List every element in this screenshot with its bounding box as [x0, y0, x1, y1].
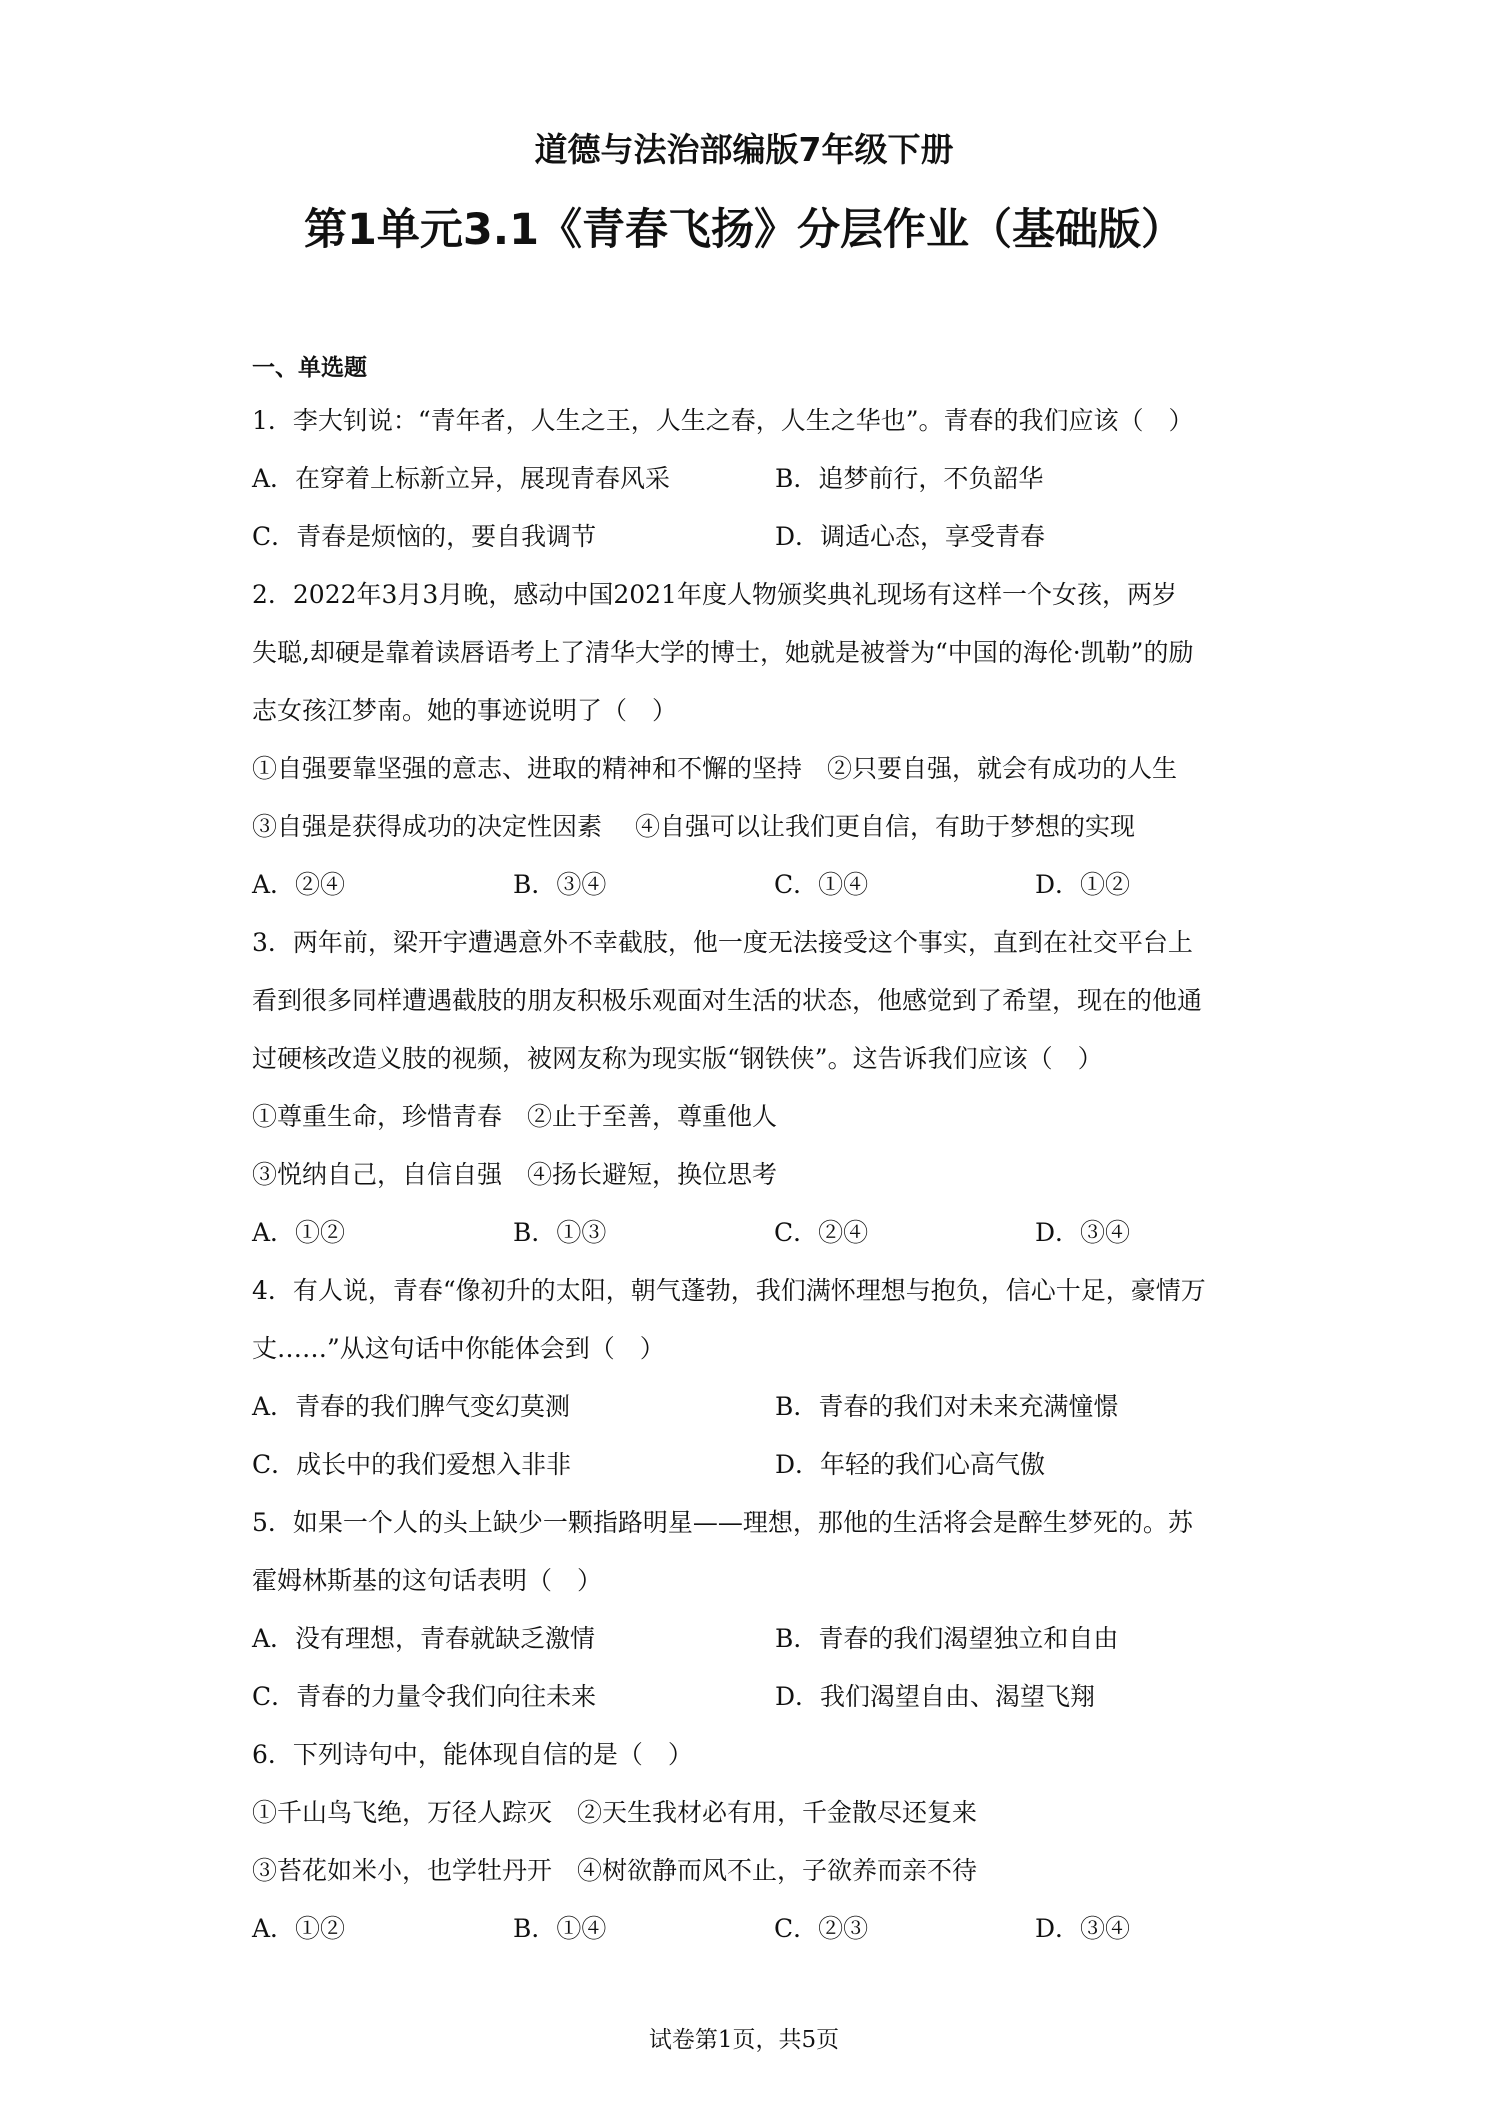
question-1-option-b[interactable]: B．追梦前行，不负韶华 — [775, 464, 1044, 493]
question-3-option-b[interactable]: B．①③ — [513, 1218, 607, 1247]
question-3-stem-line: 看到很多同样遭遇截肢的朋友积极乐观面对生活的状态，他感觉到了希望，现在的他通 — [252, 986, 1203, 1015]
question-6-option-c[interactable]: C．②③ — [774, 1914, 869, 1943]
question-4-option-b[interactable]: B．青春的我们对未来充满憧憬 — [775, 1392, 1119, 1421]
question-6-stem: 6．下列诗句中，能体现自信的是（ ） — [252, 1740, 693, 1769]
page-footer: 试卷第1页，共5页 — [648, 2027, 840, 2053]
question-2-option-d[interactable]: D．①② — [1035, 870, 1131, 899]
question-2-option-c[interactable]: C．①④ — [774, 870, 869, 899]
question-3-stem-line: 3．两年前，梁开宇遭遇意外不幸截肢，他一度无法接受这个事实，直到在社交平台上 — [252, 928, 1193, 957]
question-4-option-a[interactable]: A．青春的我们脾气变幻莫测 — [252, 1392, 571, 1421]
question-5-option-d[interactable]: D．我们渴望自由、渴望飞翔 — [775, 1682, 1096, 1711]
question-5-stem-line: 霍姆林斯基的这句话表明（ ） — [252, 1566, 603, 1595]
question-5-option-b[interactable]: B．青春的我们渴望独立和自由 — [775, 1624, 1119, 1653]
question-3-statement: ①尊重生命，珍惜青春 ②止于至善，尊重他人 — [252, 1102, 778, 1131]
question-2-option-a[interactable]: A．②④ — [252, 870, 346, 899]
question-3-option-a[interactable]: A．①② — [252, 1218, 346, 1247]
question-1-option-d[interactable]: D．调适心态，享受青春 — [775, 522, 1046, 551]
question-2-statement: ①自强要靠坚强的意志、进取的精神和不懈的坚持 ②只要自强，就会有成功的人生 — [252, 754, 1178, 783]
question-2-option-b[interactable]: B．③④ — [513, 870, 607, 899]
question-6-option-b[interactable]: B．①④ — [513, 1914, 607, 1943]
question-1-option-a[interactable]: A．在穿着上标新立异，展现青春风采 — [252, 464, 671, 493]
question-6-option-d[interactable]: D．③④ — [1035, 1914, 1131, 1943]
question-2-stem-line: 志女孩江梦南。她的事迹说明了（ ） — [252, 696, 678, 725]
question-4-stem-line: 4．有人说，青春“像初升的太阳，朝气蓬勃，我们满怀理想与抱负，信心十足，豪情万 — [252, 1276, 1206, 1305]
question-6-statement: ③苔花如米小，也学牡丹开 ④树欲静而风不止，子欲养而亲不待 — [252, 1856, 978, 1885]
question-4-option-c[interactable]: C．成长中的我们爱想入非非 — [252, 1450, 572, 1479]
question-5-option-a[interactable]: A．没有理想，青春就缺乏激情 — [252, 1624, 596, 1653]
question-6-statement: ①千山鸟飞绝，万径人踪灭 ②天生我材必有用，千金散尽还复来 — [252, 1798, 978, 1827]
question-3-option-c[interactable]: C．②④ — [774, 1218, 869, 1247]
question-2-stem-line: 失聪,却硬是靠着读唇语考上了清华大学的博士，她就是被誉为“中国的海伦·凯勒”的励 — [252, 638, 1194, 667]
question-3-statement: ③悦纳自己，自信自强 ④扬长避短，换位思考 — [252, 1160, 778, 1189]
document-subtitle: 第1单元3.1《青春飞扬》分层作业（基础版） — [303, 205, 1185, 255]
question-3-option-d[interactable]: D．③④ — [1035, 1218, 1131, 1247]
section-heading: 一、单选题 — [252, 355, 367, 381]
question-4-stem-line: 丈……”从这句话中你能体会到（ ） — [252, 1334, 665, 1363]
question-3-stem-line: 过硬核改造义肢的视频，被网友称为现实版“钢铁侠”。这告诉我们应该（ ） — [252, 1044, 1103, 1073]
question-1-stem: 1．李大钊说：“青年者，人生之王，人生之春，人生之华也”。青春的我们应该（ ） — [252, 406, 1194, 435]
document-title: 道德与法治部编版7年级下册 — [534, 130, 954, 169]
question-5-option-c[interactable]: C．青春的力量令我们向往未来 — [252, 1682, 597, 1711]
question-1-option-c[interactable]: C．青春是烦恼的，要自我调节 — [252, 522, 597, 551]
question-5-stem-line: 5．如果一个人的头上缺少一颗指路明星——理想，那他的生活将会是醉生梦死的。苏 — [252, 1508, 1193, 1537]
question-2-stem-line: 2．2022年3月3月晚，感动中国2021年度人物颁奖典礼现场有这样一个女孩，两岁 — [252, 580, 1177, 609]
question-6-option-a[interactable]: A．①② — [252, 1914, 346, 1943]
question-4-option-d[interactable]: D．年轻的我们心高气傲 — [775, 1450, 1046, 1479]
question-2-statement: ③自强是获得成功的决定性因素 ④自强可以让我们更自信，有助于梦想的实现 — [252, 812, 1135, 841]
